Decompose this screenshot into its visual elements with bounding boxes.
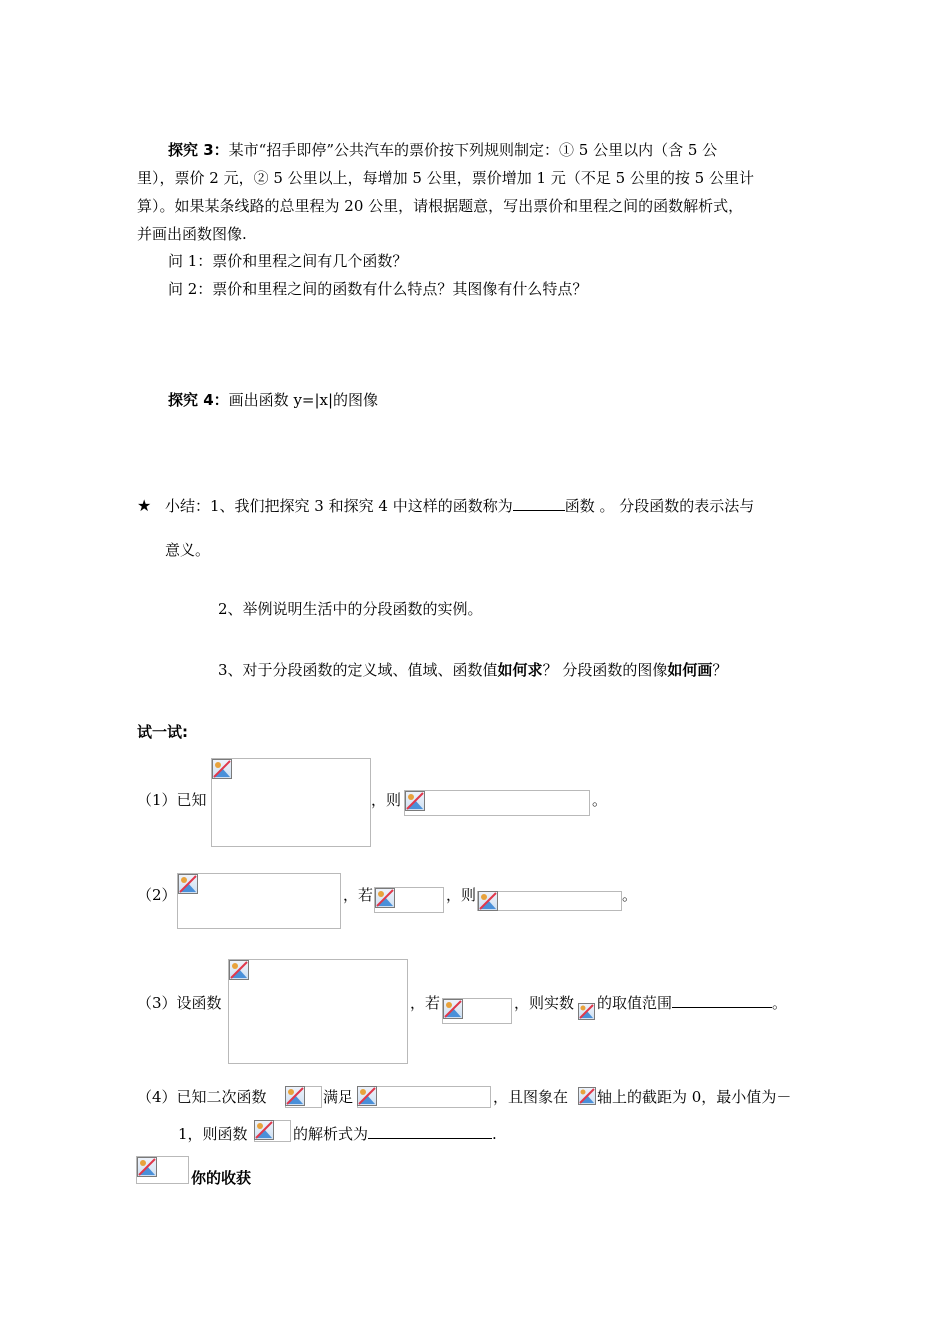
formula-image-box: [228, 959, 408, 1064]
formula-image-box: [477, 891, 622, 911]
explore3-question1: 问 1：票价和里程之间有几个函数？: [168, 252, 408, 270]
broken-image-icon: [357, 1086, 377, 1106]
problem3-if: ，若: [410, 994, 441, 1012]
explore3-line1: 探究 3：某市“招手即停”公共汽车的票价按下列规则制定：① 5 公里以内（含 5 公: [168, 141, 718, 159]
problem3-real: ，则实数: [514, 994, 575, 1012]
broken-image-icon: [578, 1087, 596, 1105]
broken-image-icon: [178, 874, 198, 894]
problem4-line2-a: 1，则函数: [178, 1125, 248, 1143]
problem4-line2-b: 的解析式为 .: [293, 1125, 497, 1143]
broken-image-icon: [212, 759, 232, 779]
problem3-blank: [672, 993, 772, 1008]
explore3-line2: 里），票价 2 元，② 5 公里以上，每增加 5 公里，票价增加 1 元（不足 5 公里的按 5 公里计: [137, 169, 754, 187]
broken-image-icon: [443, 999, 463, 1019]
broken-image-icon: [285, 1086, 305, 1106]
summary-item2: 2、举例说明生活中的分段函数的实例。: [218, 600, 483, 618]
problem2-then: ，则: [446, 886, 477, 904]
problem4-blank: [368, 1124, 492, 1139]
explore4-label: 探究 4：: [168, 391, 229, 409]
broken-image-icon: [578, 1003, 595, 1020]
broken-image-icon: [375, 888, 395, 908]
broken-image-icon: [478, 891, 498, 911]
summary-line2: 意义。: [165, 541, 211, 559]
problem4-prefix: （4）已知二次函数: [137, 1088, 267, 1106]
explore3-label: 探究 3：: [168, 141, 229, 159]
problem3-prefix: （3）设函数: [137, 994, 222, 1012]
formula-image-box: [177, 873, 341, 929]
problem2-if: ，若: [343, 886, 374, 904]
star-icon: ★: [137, 496, 152, 515]
try-title: 试一试:: [137, 723, 188, 741]
summary-item3: 3、对于分段函数的定义域、值域、函数值如何求？ 分段函数的图像如何画？: [218, 661, 728, 679]
formula-image-box: [357, 1086, 491, 1108]
summary-blank: [513, 496, 565, 511]
problem2-prefix: （2）: [137, 886, 177, 904]
explore3-question2: 问 2：票价和里程之间的函数有什么特点？其图像有什么特点？: [168, 280, 588, 298]
broken-image-icon: [137, 1157, 157, 1177]
formula-image-box: [211, 758, 371, 847]
problem1-end: 。: [592, 791, 608, 809]
formula-image-box: [404, 790, 590, 816]
problem4-intercept: 轴上的截距为 0，最小值为－: [597, 1088, 792, 1106]
problem4-satisfy: 满足: [323, 1088, 354, 1106]
broken-image-icon: [229, 960, 249, 980]
problem1-prefix: （1）已知: [137, 791, 207, 809]
explore3-line4: 并画出函数图像.: [137, 225, 247, 243]
problem1-mid: ，则: [371, 791, 402, 809]
summary-line1: 小结：1、我们把探究 3 和探究 4 中这样的函数称为 函数 。 分段函数的表示法与: [165, 497, 755, 515]
broken-image-icon: [254, 1120, 274, 1140]
problem4-graph: ，且图象在: [493, 1088, 569, 1106]
explore3-line3: 算）。如果某条线路的总里程为 20 公里，请根据题意，写出票价和里程之间的函数解析式，: [137, 197, 744, 215]
broken-image-icon: [405, 791, 425, 811]
problem3-range: 的取值范围 。: [597, 994, 788, 1012]
explore4-line: 探究 4：画出函数 y=|x|的图像: [168, 391, 379, 409]
problem2-end: 。: [622, 886, 638, 904]
harvest-label: 你的收获: [191, 1169, 252, 1187]
